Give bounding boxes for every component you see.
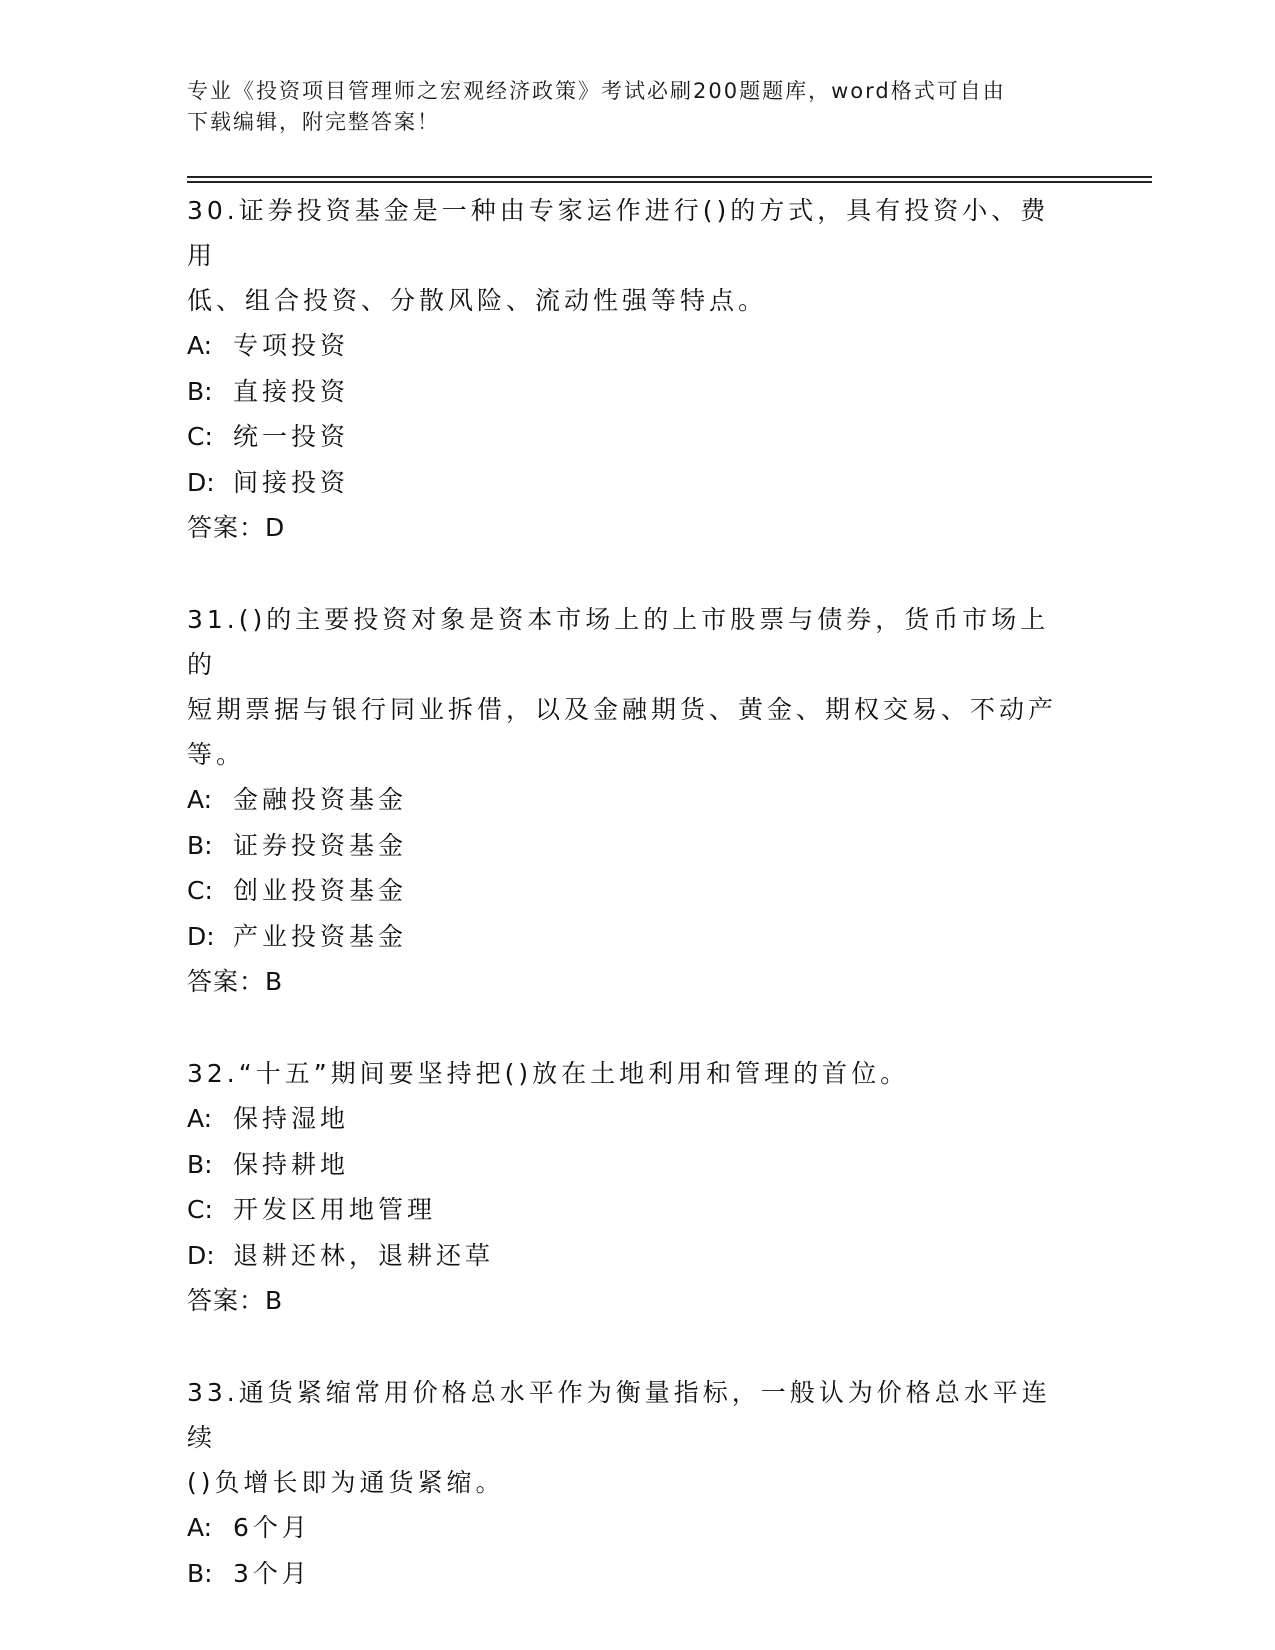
option-d xyxy=(187,914,1067,960)
option-key: B: xyxy=(187,1558,213,1588)
option-text: 退耕还林，退耕还草 xyxy=(233,1240,495,1270)
stem-line: 31.()的主要投资对象是资本市场上的上市股票与债券，货币市场上的 xyxy=(187,605,1050,679)
option-key: D: xyxy=(187,467,215,497)
option-key: B: xyxy=(187,376,213,406)
option-a xyxy=(187,777,1067,823)
document-header xyxy=(187,76,1067,138)
option-d xyxy=(187,1233,1067,1279)
option-text: 专项投资 xyxy=(233,331,350,360)
option-c xyxy=(187,1187,1067,1233)
option-key: D: xyxy=(187,921,215,951)
option-text: 证券投资基金 xyxy=(233,830,408,860)
option-key: A: xyxy=(187,1513,213,1542)
option-d xyxy=(187,460,1067,506)
question-item xyxy=(187,1370,1067,1596)
option-text: 金融投资基金 xyxy=(233,785,408,814)
option-text: 统一投资 xyxy=(233,422,350,451)
option-key: A: xyxy=(187,331,213,360)
question-item xyxy=(187,1051,1067,1324)
option-text: 保持耕地 xyxy=(233,1149,350,1179)
option-key: B: xyxy=(187,830,213,860)
option-key: A: xyxy=(187,785,213,814)
option-c xyxy=(187,414,1067,460)
question-stem xyxy=(187,1370,1067,1505)
header-line-2: 下载编辑，附完整答案！ xyxy=(187,110,440,134)
stem-line: 低、组合投资、分散风险、流动性强等特点。 xyxy=(187,286,768,315)
option-text: 产业投资基金 xyxy=(233,921,408,951)
option-b xyxy=(187,1142,1067,1188)
header-divider-top xyxy=(187,176,1152,178)
stem-line: 30.证券投资基金是一种由专家运作进行()的方式，具有投资小、费用 xyxy=(187,196,1050,270)
stem-line: ()负增长即为通货紧缩。 xyxy=(187,1468,505,1497)
option-text: 3个月 xyxy=(233,1558,311,1588)
option-key: C: xyxy=(187,876,213,905)
option-text: 开发区用地管理 xyxy=(233,1195,437,1224)
question-stem xyxy=(187,1051,1067,1096)
answer-line: 答案：B xyxy=(187,1286,284,1315)
header-line-1: 专业《投资项目管理师之宏观经济政策》考试必刷200题题库，word格式可自由 xyxy=(187,79,1006,103)
question-stem xyxy=(187,597,1067,777)
option-b xyxy=(187,369,1067,415)
option-key: C: xyxy=(187,422,213,451)
option-key: C: xyxy=(187,1195,213,1224)
question-item xyxy=(187,188,1067,551)
option-key: A: xyxy=(187,1104,213,1133)
answer-line: 答案：D xyxy=(187,513,286,542)
option-b xyxy=(187,1551,1067,1597)
option-c xyxy=(187,868,1067,914)
option-text: 保持湿地 xyxy=(233,1104,350,1133)
question-stem xyxy=(187,188,1067,323)
option-text: 直接投资 xyxy=(233,376,350,406)
stem-line: 33.通货紧缩常用价格总水平作为衡量指标，一般认为价格总水平连续 xyxy=(187,1378,1051,1452)
answer-line: 答案：B xyxy=(187,967,284,996)
option-text: 6个月 xyxy=(233,1513,311,1542)
option-text: 创业投资基金 xyxy=(233,876,408,905)
option-a xyxy=(187,1096,1067,1142)
option-key: D: xyxy=(187,1240,215,1270)
stem-line: 短期票据与银行同业拆借，以及金融期货、黄金、期权交易、不动产 xyxy=(187,695,1058,724)
option-b xyxy=(187,823,1067,869)
question-list xyxy=(187,188,1067,1642)
option-key: B: xyxy=(187,1149,213,1179)
option-a xyxy=(187,323,1067,369)
option-text: 间接投资 xyxy=(233,467,350,497)
stem-line: 32.“十五”期间要坚持把()放在土地利用和管理的首位。 xyxy=(187,1059,910,1088)
question-item xyxy=(187,597,1067,1005)
option-a xyxy=(187,1505,1067,1551)
header-divider-bottom xyxy=(187,181,1152,183)
stem-line: 等。 xyxy=(187,740,246,769)
